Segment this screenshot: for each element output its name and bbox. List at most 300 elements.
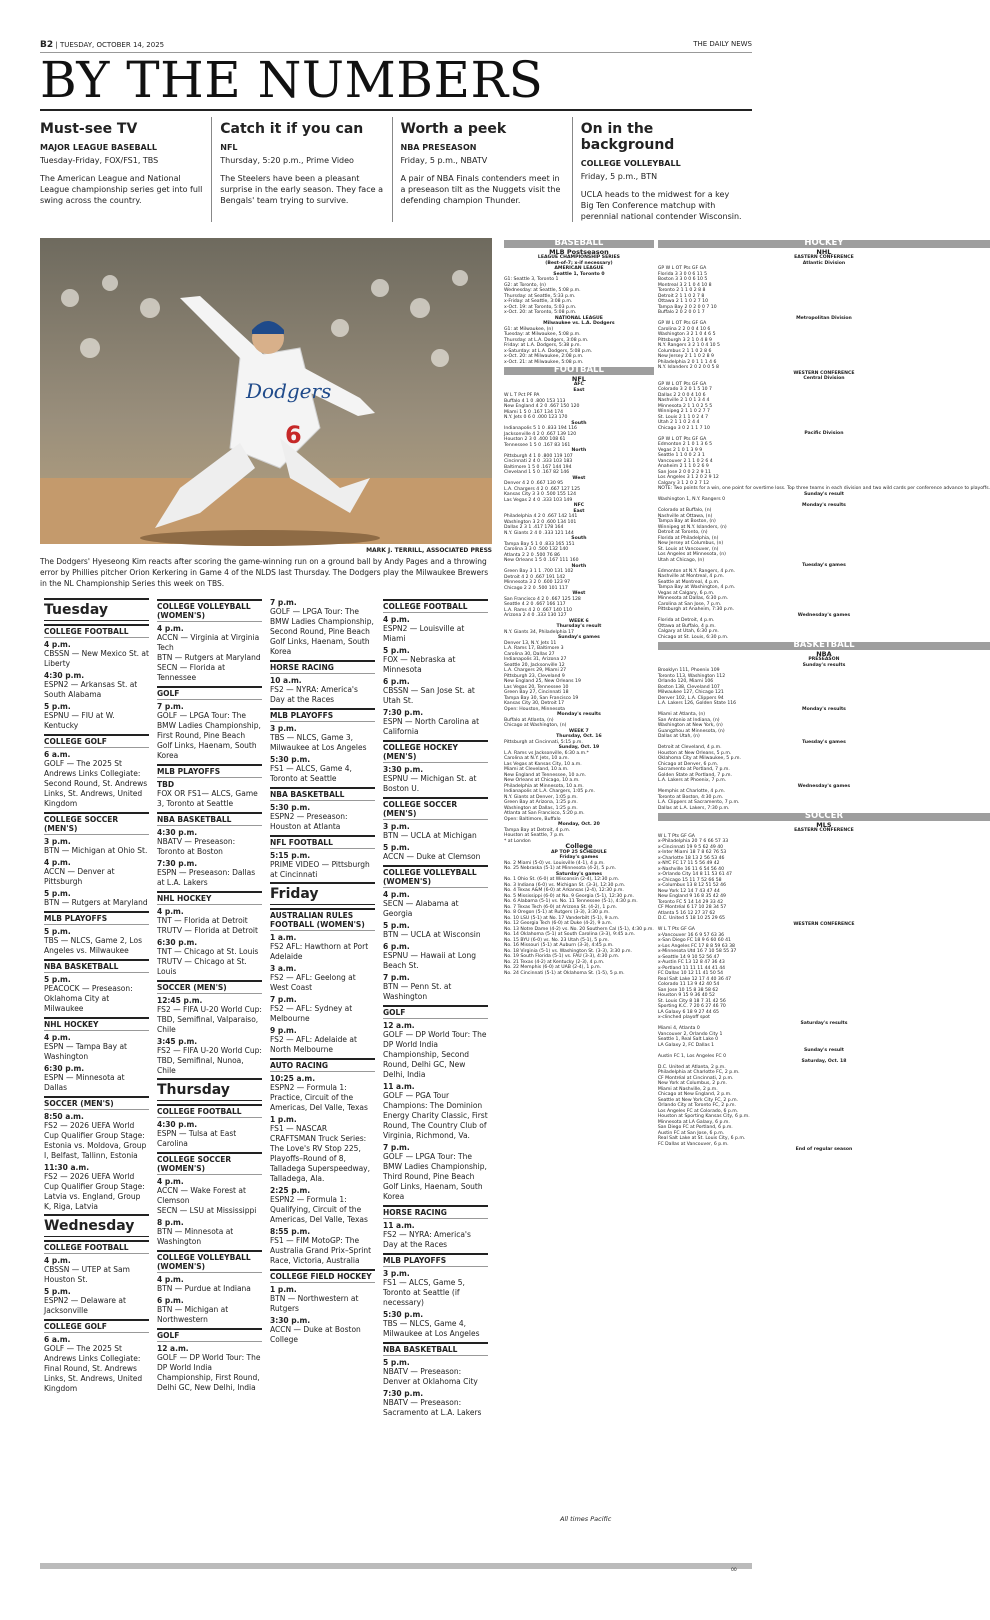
- standings-line: L.A. Chargers 29, Miami 27: [504, 668, 567, 673]
- standings-line: NOTE: Two points for a win, one point for overtime loss. Top three teams in each division and two wild cards per conference advance to playoffs.: [657, 486, 990, 491]
- listing-time: 2:25 p.m.: [270, 1186, 311, 1195]
- sport-heading: HORSE RACING: [270, 660, 375, 674]
- sport-band: BASKETBALL: [658, 642, 990, 650]
- standings-heading: Thursday, Oct. 16: [556, 734, 602, 739]
- league-heading: NHL: [816, 247, 832, 256]
- standings-heading: Monday's results: [556, 712, 601, 717]
- standings-heading: Saturday's games: [555, 871, 602, 877]
- standings-line: Orlando 120, Miami 106: [657, 679, 714, 684]
- standings-line: x-Los Angeles FC 17 8 8 59 63 38: [657, 943, 735, 949]
- standings-line: Carolina at San Jose, 7 p.m.: [657, 601, 722, 607]
- standings-heading: North: [571, 448, 587, 453]
- standings-line: Atlanta 5 16 12 27 37 62: [657, 910, 716, 916]
- listing-time: 3:30 p.m.: [383, 765, 424, 774]
- league-heading: NFL: [571, 374, 586, 383]
- listing-description: ACCN — Wake Forest at Clemson: [157, 1186, 246, 1205]
- standings-line: Tuesday: at Milwaukee, 5:08 p.m.: [504, 332, 581, 337]
- listing-description: BTN — Rutgers at Maryland: [44, 898, 148, 907]
- standings-line: No. 21 Texas (4-2) at Kentucky (2-3), 4 p.m.: [504, 959, 605, 965]
- standings-line: Miami 1 5 0 .167 134 174: [504, 409, 564, 415]
- standings-line: Miami at Atlanta, (n): [657, 712, 706, 717]
- standings-line: Indianapolis 5 1 0 .833 194 116: [504, 426, 577, 431]
- listing-description: BTN — Northwestern at Rutgers: [270, 1294, 359, 1313]
- standings-line: Colorado 11 13 9 42 40 54: [657, 982, 720, 987]
- featured-description: The American League and National League championship series get into full swing across the country.: [40, 174, 203, 205]
- standings-line: Minnesota at LA Galaxy, 6 p.m.: [657, 1119, 730, 1125]
- standings-line: Pittsburgh at Cincinnati, 5:15 p.m.: [504, 739, 583, 745]
- listing-time: 10 a.m.: [270, 676, 302, 685]
- standings-line: N.Y. Giants 2 4 0 .333 121 144: [504, 530, 574, 536]
- standings-line: L.A. Chargers 4 2 0 .667 127 125: [504, 486, 581, 492]
- standings-heading: Friday's games: [559, 855, 599, 860]
- standings-line: Los Angeles FC at Colorado, 6 p.m.: [657, 1108, 739, 1114]
- listing-time: 4 p.m.: [44, 640, 71, 649]
- listing-description: FS2 — 2026 UEFA World Cup Qualifier Group Stage: Latvia vs. England, Group K, Riga, Latvia: [44, 1172, 145, 1211]
- standings-line: G1: Seattle 3, Toronto 1: [504, 277, 559, 282]
- listing-description: BTN — Rutgers at Maryland: [157, 653, 261, 662]
- listing-time: 3:30 p.m.: [270, 1316, 311, 1325]
- listing-time: 4 p.m.: [44, 1033, 71, 1042]
- standings-line: No. 22 Memphis (6-0) at UAB (2-4), 1 p.m.: [504, 965, 602, 970]
- standings-line: Indianapolis at L.A. Chargers, 1:05 p.m.: [504, 789, 595, 794]
- standings-line: Columbus 2 1 1 0 2 8 6: [657, 348, 712, 354]
- standings-line: Green Bay 3 1 1 .700 131 102: [504, 569, 574, 574]
- featured-sport: COLLEGE VOLLEYBALL: [580, 159, 681, 168]
- standings-line: Winnipeg at N.Y. Islanders, (n): [657, 524, 727, 530]
- standings-line: GP W L OT Pts GF GA: [657, 436, 707, 442]
- page-number: B2: [40, 40, 54, 50]
- standings-line: Utah at Chicago, (n): [657, 557, 705, 563]
- listing-description: CBSSN — UTEP at Sam Houston St.: [44, 1265, 130, 1284]
- standings-line: Denver 13, N.Y. Jets 11: [504, 640, 557, 646]
- standings-line: Minnesota at Dallas, 6:30 p.m.: [657, 596, 729, 601]
- standings-line: Las Vegas at Kansas City, 10 a.m.: [504, 761, 582, 767]
- standings-line: LA Galaxy 6 18 9 27 44 65: [657, 1009, 719, 1015]
- standings-heading: WESTERN CONFERENCE: [793, 921, 855, 927]
- listing-description: FS1 — ALCS, Game 4, Toronto at Seattle: [270, 764, 352, 783]
- standings-line: Miami 4, Atlanta 0: [657, 1026, 700, 1031]
- listing-time: 6:30 p.m.: [44, 1064, 85, 1073]
- listing-description: GOLF — LPGA Tour: The BMW Ladies Championship, Second Round, Pine Beach Golf Links, Haenam, South Korea: [270, 607, 374, 656]
- listing-time: 4:30 p.m.: [157, 828, 198, 837]
- listing-description: FS1 — NASCAR CRAFTSMAN Truck Series: The Love's RV Stop 225, Playoffs–Round of 8, Talladega Superspeedway, Talladega, Ala.: [270, 1124, 370, 1183]
- standings-line: Edmonton 2 1 0 1 3 6 5: [657, 442, 713, 447]
- standings-heading: West: [572, 475, 586, 481]
- standings-line: Florida 3 3 0 0 6 11 5: [657, 271, 708, 277]
- standings-line: Tampa Bay 2 0 2 0 0 7 10: [657, 304, 717, 310]
- standings-line: Cincinnati 2 4 0 .333 103 183: [504, 459, 573, 464]
- sport-heading: COLLEGE GOLF: [44, 734, 149, 748]
- listing-time: 6 a.m.: [44, 1335, 71, 1344]
- featured-listing: [572, 117, 752, 222]
- listing-description: SECN — LSU at Mississippi: [157, 1206, 257, 1215]
- listing-time: 7 p.m.: [270, 995, 297, 1004]
- standings-line: Dallas at L.A. Lakers, 7:30 p.m.: [657, 805, 730, 811]
- standings-line: Utah 2 1 1 0 2 4 4: [657, 420, 700, 425]
- listing-time: 6 p.m.: [157, 1296, 184, 1305]
- baseball-player-illustration: [40, 238, 492, 544]
- standings-line: x-Cincinnati 19 9 5 62 49 40: [657, 844, 724, 850]
- standings-heading: AFC: [573, 382, 584, 387]
- sport-heading: COLLEGE SOCCER (MEN'S): [44, 812, 149, 835]
- sport-heading: SOCCER (MEN'S): [157, 980, 262, 994]
- standings-heading: South: [571, 536, 587, 541]
- listing-description: ESPNU — Michigan St. at Boston U.: [383, 774, 477, 793]
- feature-photo: [40, 238, 492, 544]
- listing-description: FOX — Nebraska at Minnesota: [383, 655, 456, 674]
- standings-line: Detroit at Cleveland, 4 p.m.: [657, 745, 722, 750]
- standings-line: Tennessee 1 5 0 .167 83 161: [504, 442, 571, 448]
- featured-listing: [211, 117, 391, 222]
- standings-line: Seattle 1 1 0 0 2 3 1: [657, 453, 705, 458]
- standings-line: x-Seattle 14 9 10 52 56 47: [657, 954, 720, 960]
- listing-time: 5:30 p.m.: [383, 1310, 424, 1319]
- standings-line: No. 3 Indiana (6-0) vs. Michigan St. (3-3), 12:30 p.m.: [504, 882, 626, 888]
- standings-line: Buffalo at Atlanta, (n): [504, 717, 554, 723]
- standings-line: Thursday: at Seattle, 5:33 p.m.: [504, 293, 576, 299]
- standings-line: No. 14 Oklahoma (5-1) at South Carolina (3-3), 9:45 a.m.: [504, 932, 636, 937]
- standings-line: Kansas City 30, Detroit 17: [504, 701, 565, 706]
- standings-line: N.Y. Jets 0 6 0 .000 123 170: [504, 415, 568, 420]
- standings-line: Colorado 3 2 0 1 5 10 7: [657, 387, 712, 392]
- tv-schedule: [40, 596, 492, 1596]
- standings-heading: WEEK 6: [569, 618, 589, 624]
- standings-line: x-Philadelphia 20 7 6 66 57 33: [657, 839, 729, 844]
- listing-description: GOLF — DP World Tour: The DP World India Championship, First Round, Delhi GC, New Delhi, India: [157, 1353, 261, 1392]
- standings-line: L.A. Rams 17, Baltimore 3: [504, 646, 564, 651]
- standings-line: No. 12 Georgia Tech (6-0) at Duke (4-2), 9 a.m.: [504, 921, 613, 926]
- listing-description: GOLF — DP World Tour: The DP World India Championship, Second Round, Delhi GC, New Delhi, India: [383, 1030, 487, 1079]
- standings-line: Denver 102, L.A. Clippers 94: [657, 695, 724, 701]
- sport-heading: COLLEGE FOOTBALL: [383, 599, 488, 613]
- standings-line: W L T Pct PF PA: [504, 393, 540, 398]
- standings-line: San Jose 2 0 0 2 2 9 11: [657, 469, 711, 475]
- bottom-rule: [40, 1563, 752, 1569]
- standings-line: Memphis at Charlotte, 4 p.m.: [657, 789, 726, 794]
- standings-line: Las Vegas 20, Tennessee 10: [504, 684, 569, 690]
- listing-description: ACCN — Denver at Pittsburgh: [44, 867, 115, 886]
- standings-line: Chicago at Denver, 6 p.m.: [657, 761, 719, 767]
- standings-line: Denver 4 2 0 .667 130 95: [504, 481, 564, 486]
- standings-line: x-Friday: at Seattle, 3:08 p.m.: [504, 299, 573, 304]
- sport-band: SOCCER: [658, 813, 990, 821]
- standings-line: No. 19 South Florida (5-1) vs. FAU (3-3), 4:30 p.m.: [504, 954, 620, 959]
- standings-line: Carolina at N.Y. Jets, 10 a.m.: [504, 756, 569, 761]
- standings-line: Detroit 2 1 1 0 2 7 8: [657, 293, 705, 299]
- sport-heading: COLLEGE SOCCER (WOMEN'S): [157, 1152, 262, 1175]
- standings-heading: North: [571, 563, 587, 569]
- listing-time: 5:30 p.m.: [270, 803, 311, 812]
- standings-line: Tampa Bay at Detroit, 4 p.m.: [504, 827, 571, 833]
- standings-line: L.A. Lakers at Phoenix, 7 p.m.: [657, 778, 727, 783]
- standings-line: Sporting K.C. 7 20 6 27 46 70: [657, 1004, 726, 1009]
- standings-line: Washington at Dallas, 1:25 p.m.: [504, 805, 578, 811]
- standings-line: Miami at Nashville, 2 p.m.: [657, 1086, 718, 1092]
- standings-heading: East: [573, 387, 585, 393]
- listing-description: FS2 — FIFA U-20 World Cup: TBD, Semifinal, Nunoa, Chile: [157, 1046, 262, 1075]
- standings-line: No. 16 Missouri (5-1) at Auburn (3-3), 4:45 p.m.: [504, 943, 614, 948]
- standings-line: Open: Baltimore, Buffalo: [504, 816, 561, 822]
- listing-description: SECN — Florida at Tennessee: [157, 663, 226, 682]
- standings-heading: East: [573, 508, 585, 514]
- standings-line: GP W L OT Pts GF GA: [657, 381, 707, 387]
- standings-line: Atlanta at San Francisco, 5:20 p.m.: [504, 811, 585, 816]
- listing-time: 4 p.m.: [44, 858, 71, 867]
- standings-line: Arizona 2 4 0 .333 130 127: [504, 613, 567, 618]
- standings-line: New Jersey at Columbus, (n): [657, 541, 724, 546]
- featured-description: UCLA heads to the midwest for a key Big Ten Conference matchup with perennial national contender Wisconsin.: [580, 190, 742, 221]
- listing-time: 5 p.m.: [44, 702, 71, 711]
- listing-time: 12 a.m.: [383, 1021, 415, 1030]
- listing-time: 12:45 p.m.: [157, 996, 203, 1005]
- standings-line: Nashville at Montreal, 4 p.m.: [657, 574, 725, 579]
- standings-line: New Orleans 1 5 0 .167 111 160: [504, 558, 579, 563]
- day-heading: Wednesday: [44, 1214, 149, 1237]
- standings-line: G2: at Toronto, (n): [504, 282, 546, 288]
- standings-heading: Sunday's results: [802, 662, 846, 668]
- standings-line: Houston at Seattle, 7 p.m.: [504, 833, 565, 838]
- listing-description: SECN — Alabama at Georgia: [383, 899, 459, 918]
- standings-line: Philadelphia at Minnesota, 10 a.m.: [504, 783, 584, 789]
- featured-time: Tuesday-Friday, FOX/FS1, TBS: [40, 156, 159, 165]
- schedule-column: [153, 596, 266, 1596]
- listing-description: FS2 — AFL: Sydney at Melbourne: [270, 1004, 353, 1023]
- standings-heading: Seattle 1, Toronto 0: [553, 271, 605, 277]
- standings-line: G1: at Milwaukee, (n): [504, 326, 554, 332]
- standings-line: Indianapolis 31, Arizona 27: [504, 657, 567, 662]
- standings-line: Tampa Bay at Boston, (n): [657, 519, 716, 524]
- standings-line: Washington at New York, (n): [657, 723, 723, 728]
- standings-line: Dallas 2 2 0 0 4 10 6: [657, 392, 706, 398]
- standings-line: * at London: [504, 838, 531, 844]
- listing-time: 4 p.m.: [157, 624, 184, 633]
- standings-line: No. 8 Oregon (5-1) at Rutgers (3-3), 3:30 p.m.: [504, 910, 610, 915]
- standings-line: Vegas at Calgary, 6 p.m.: [657, 590, 715, 596]
- page: [40, 40, 752, 222]
- listing-description: BTN — Michigan at Ohio St.: [44, 846, 148, 855]
- sport-heading: COLLEGE FOOTBALL: [157, 1104, 262, 1118]
- listing-time: 7 p.m.: [157, 702, 184, 711]
- standings-line: Carolina 3 3 0 .500 132 140: [504, 547, 569, 552]
- standings-line: Chicago 3 0 2 1 1 7 10: [657, 425, 710, 431]
- listing-time: 7 p.m.: [383, 1143, 410, 1152]
- sport-heading: GOLF: [383, 1005, 488, 1019]
- standings-line: St. Louis at Vancouver, (n): [657, 546, 719, 552]
- listing-description: CBSSN — New Mexico St. at Liberty: [44, 649, 149, 668]
- day-heading: Thursday: [157, 1078, 262, 1101]
- featured-sport: NFL: [220, 143, 238, 152]
- sport-heading: COLLEGE SOCCER (MEN'S): [383, 797, 488, 820]
- featured-time: Thursday, 5:20 p.m., Prime Video: [220, 156, 354, 165]
- featured-title: On in the background: [580, 121, 675, 153]
- standings-line: x-Vancouver 16 6 9 57 63 36: [657, 932, 725, 938]
- listing-description: NBATV — Preseason: Sacramento at L.A. Lakers: [383, 1398, 482, 1417]
- standings-heading: EASTERN CONFERENCE: [794, 828, 854, 833]
- listing-time: 4 p.m.: [44, 1256, 71, 1265]
- listing-description: FOX OR FS1— ALCS, Game 3, Toronto at Seattle: [157, 789, 258, 808]
- standings-line: FC Dallas at Vancouver, 6 p.m.: [657, 1141, 729, 1147]
- listing-description: FS1 — FIM MotoGP: The Australia Grand Prix–Sprint Race, Victoria, Australia: [270, 1236, 372, 1265]
- standings-heading: Sunday's result: [803, 491, 844, 497]
- standings-line: Buffalo 4 1 0 .800 153 113: [504, 398, 566, 404]
- standings-line: No. 4 Texas A&M (6-0) at Arkansas (2-4), 12:30 p.m.: [504, 888, 624, 893]
- standings-heading: PRESEASON: [808, 657, 840, 662]
- standings-line: Dallas 2 3 1 .417 178 164: [504, 525, 564, 530]
- schedule-column: [40, 596, 153, 1596]
- standings-heading: Atlantic Division: [802, 260, 846, 266]
- listing-description: PEACOCK — Preseason: Oklahoma City at Milwaukee: [44, 984, 133, 1013]
- standings-line: x-Saturday: at L.A. Dodgers, 5:08 p.m.: [504, 348, 593, 354]
- listing-time: 8:55 p.m.: [270, 1227, 311, 1236]
- standings-heading: (Best-of-7; x-if necessary): [545, 260, 613, 266]
- standings-line: New England 4 2 0 .667 150 120: [504, 404, 580, 409]
- standings-line: Atlanta 2 2 0 .500 76 86: [504, 552, 560, 558]
- standings-line: Houston at New Orleans, 5 p.m.: [657, 750, 732, 756]
- standings-line: Minnesota 3 2 0 .600 123 97: [504, 580, 571, 585]
- standings-line: W L T Pts GF GA: [657, 927, 695, 932]
- standings-line: New York at Columbus, 2 p.m.: [657, 1081, 727, 1086]
- standings-heading: Tuesday's games: [802, 563, 846, 568]
- standings-line: Wednesday: at Seattle, 5:08 p.m.: [504, 288, 581, 293]
- standings-line: Guangzhou at Minnesota, (n): [657, 728, 725, 734]
- listing-time: 6 p.m.: [383, 677, 410, 686]
- standings-line: L.A. Rams vs Jacksonville, 6:30 a.m.*: [504, 750, 589, 756]
- listing-description: TBS — NLCS, Game 4, Milwaukee at Los Angeles: [383, 1319, 480, 1338]
- standings-line: No. 5 Mississippi (6-0) at No. 9 Georgia (5-1), 12:30 p.m.: [504, 893, 634, 899]
- standings-line: D.C. United at Atlanta, 2 p.m.: [657, 1064, 726, 1070]
- standings-line: Anaheim 2 1 1 0 2 6 9: [657, 464, 709, 469]
- standings-line: CF Montréal at Cincinnati, 2 p.m.: [657, 1075, 734, 1081]
- standings-line: x-Orlando City 14 8 11 53 61 47: [657, 872, 732, 877]
- standings-line: D.C. United 5 18 10 25 29 65: [657, 916, 725, 921]
- listing-time: 5 p.m.: [383, 646, 410, 655]
- listing-description: FS2 AFL: Hawthorn at Port Adelaide: [270, 942, 369, 961]
- listing-description: FS2 — NYRA: America's Day at the Races: [383, 1230, 471, 1249]
- listing-time: 12 a.m.: [157, 1344, 189, 1353]
- standings-line: Edmonton at N.Y. Rangers, 4 p.m.: [657, 568, 736, 574]
- listing-time: 3 p.m.: [270, 724, 297, 733]
- standings-line: Baltimore 1 5 0 .167 144 194: [504, 464, 572, 470]
- standings-line: New England at Tennessee, 10 a.m.: [504, 772, 587, 778]
- standings-line: x-San Diego FC 18 9 6 60 60 41: [657, 938, 731, 943]
- listing-time: 7 p.m.: [270, 598, 297, 607]
- listing-time: 8:50 a.m.: [44, 1112, 84, 1121]
- standings-line: Philadelphia 4 2 0 .667 142 141: [504, 514, 578, 519]
- sport-band: FOOTBALL: [504, 367, 654, 375]
- standings-heading: EASTERN CONFERENCE: [794, 255, 854, 260]
- listing-time: 3 p.m.: [383, 822, 410, 831]
- listing-time: 3 p.m.: [383, 1269, 410, 1278]
- standings-heading: Central Division: [803, 376, 845, 381]
- schedule-column: [266, 596, 379, 1596]
- standings-heading: AMERICAN LEAGUE: [554, 266, 604, 271]
- listing-description: TRUTV — Florida at Detroit: [157, 926, 258, 935]
- standings-line: x-Minnesota Utd 16 7 10 58 55 37: [657, 949, 737, 954]
- sport-heading: COLLEGE VOLLEYBALL (WOMEN'S): [157, 1250, 262, 1273]
- listing-description: TBS — NLCS, Game 3, Milwaukee at Los Angeles: [270, 733, 367, 752]
- standings-line: Pittsburgh 3 2 1 0 4 8 9: [657, 337, 712, 343]
- featured-title: Worth a peek: [400, 121, 507, 137]
- listing-description: FS2 — AFL: Geelong at West Coast: [270, 973, 356, 992]
- standings-line: Oklahoma City at Milwaukee, 5 p.m.: [657, 756, 741, 761]
- standings-line: San Francisco 4 2 0 .667 125 128: [504, 596, 581, 602]
- standings-line: San Diego FC at Portland, 6 p.m.: [657, 1125, 733, 1130]
- listing-description: NBATV — Preseason: Toronto at Boston: [157, 837, 236, 856]
- sport-heading: SOCCER (MEN'S): [44, 1096, 149, 1110]
- sport-heading: MLB PLAYOFFS: [383, 1253, 488, 1267]
- standings-line: Vegas 2 1 0 1 3 9 9: [657, 447, 703, 453]
- listing-time: 7 p.m.: [383, 973, 410, 982]
- standings-line: No. 7 Texas Tech (6-0) at Arizona St. (4-2), 1 p.m.: [504, 904, 618, 910]
- standings-line: Nashville at Ottawa, (n): [657, 513, 713, 519]
- standings-line: CF Montréal 6 17 10 28 34 57: [657, 905, 727, 910]
- sport-heading: MLB PLAYOFFS: [270, 708, 375, 722]
- standings-heading: Tuesday's games: [802, 739, 846, 745]
- listing-time: 6 p.m.: [383, 942, 410, 951]
- standings-line: Friday: at L.A. Dodgers, 5:38 p.m.: [504, 343, 581, 348]
- standings-line: New Orleans at Chicago, 10 a.m.: [504, 778, 580, 783]
- standings-line: Tampa Bay at Washington, 4 p.m.: [657, 585, 736, 590]
- standings-line: Seattle 1, Real Salt Lake 0: [657, 1037, 719, 1042]
- standings-line: Houston at Sporting Kansas City, 6 p.m.: [657, 1114, 750, 1119]
- listing-description: TNT — Chicago at St. Louis: [157, 947, 259, 956]
- standings-line: Calgary at Utah, 6:30 p.m.: [657, 629, 719, 634]
- standings-line: x-Austin FC 13 12 8 47 36 43: [657, 960, 725, 965]
- listing-description: TRUTV — Chicago at St. Louis: [157, 957, 247, 976]
- listing-time: 1 p.m.: [270, 1115, 297, 1124]
- standings-line: Nashville 2 1 0 1 3 4 4: [657, 398, 710, 403]
- listing-time: 5 p.m.: [44, 927, 71, 936]
- standings-heading: Sunday's result: [803, 1048, 844, 1053]
- standings-line: GP W L OT Pts GF GA: [657, 266, 707, 271]
- standings-line: Dallas at Utah, (n): [657, 734, 700, 739]
- listing-description: ESPN — North Carolina at California: [383, 717, 480, 736]
- standings-line: New England 25, New Orleans 19: [504, 679, 581, 684]
- standings-line: No. 24 Cincinnati (5-1) at Oklahoma St. (1-5), 5 p.m.: [504, 970, 625, 976]
- standings-line: Washington 3 2 0 .600 134 101: [504, 519, 577, 525]
- standings-line: Toronto FC 5 14 14 29 33 42: [657, 899, 723, 905]
- standings-line: San Jose 10 15 8 38 58 62: [657, 987, 719, 993]
- standings-line: Carolina 30, Dallas 27: [504, 651, 555, 657]
- standings-line: New Jersey 2 1 1 0 2 8 9: [657, 354, 714, 359]
- standings-heading: Sunday, Oct. 19: [558, 745, 600, 750]
- league-heading: MLB Postseason: [549, 247, 609, 256]
- listing-description: NBATV — Preseason: Denver at Oklahoma City: [383, 1367, 478, 1386]
- standings-heading: Monday's results: [802, 502, 846, 508]
- listing-description: GOLF — The 2025 St Andrews Links Collegiate: Second Round, St. Andrews Links, St. Andrews, United Kingdom: [44, 759, 148, 808]
- sport-heading: NFL FOOTBALL: [270, 835, 375, 849]
- listing-time: 11 a.m.: [383, 1221, 415, 1230]
- standings-line: Seattle 4 2 0 .667 166 117: [504, 602, 566, 607]
- sport-heading: COLLEGE VOLLEYBALL (WOMEN'S): [383, 865, 488, 888]
- sport-heading: GOLF: [157, 1328, 262, 1342]
- standings-line: Washington 1, N.Y. Rangers 0: [657, 497, 726, 502]
- standings-line: N.Y. Giants 34, Philadelphia 17: [504, 629, 574, 635]
- standings-line: Florida at Detroit, 4 p.m.: [657, 618, 715, 623]
- listing-time: 4:30 p.m.: [44, 671, 85, 680]
- standings-line: No. 10 LSU (5-1) at No. 17 Vanderbilt (5-1), 9 a.m.: [504, 915, 620, 921]
- sport-heading: NHL HOCKEY: [44, 1017, 149, 1031]
- listing-description: FS1 — ALCS, Game 5, Toronto at Seattle (if necessary): [383, 1278, 465, 1307]
- listing-description: ESPN2 — Formula 1: Practice, Circuit of the Americas, Del Valle, Texas: [270, 1083, 368, 1112]
- standings-line: Boston 3 3 0 0 6 10 5: [657, 277, 708, 282]
- standings-line: Chicago at New England, 2 p.m.: [657, 1092, 732, 1097]
- jersey-script: Dodgers: [246, 379, 332, 403]
- listing-description: GOLF — The 2025 St Andrews Links Collegiate: Final Round, St. Andrews Links, St. Andrews, United Kingdom: [44, 1344, 143, 1393]
- listing-description: ESPN — Preseason: Dallas at L.A. Lakers: [157, 868, 256, 887]
- sport-band: BASEBALL: [504, 240, 654, 248]
- standings-line: Boston 138, Cleveland 107: [657, 684, 720, 690]
